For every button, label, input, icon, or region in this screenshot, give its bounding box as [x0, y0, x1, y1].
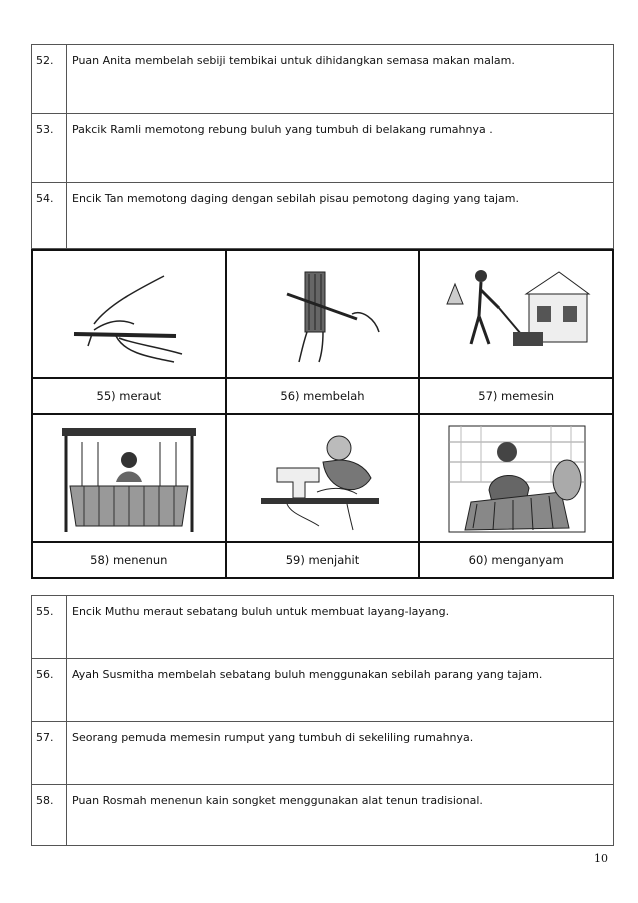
picture-label: 55) meraut [32, 378, 226, 414]
question-text: Encik Muthu meraut sebatang buluh untuk membuat layang-layang. [67, 596, 614, 659]
picture-label: 59) menjahit [226, 542, 420, 578]
question-text: Puan Rosmah menenun kain songket menggunakan alat tenun tradisional. [67, 785, 614, 846]
picture-cell [226, 250, 420, 378]
question-number: 54. [32, 183, 67, 249]
picture-cell [419, 250, 613, 378]
weaving-loom-illustration [54, 422, 204, 534]
question-number: 55. [32, 596, 67, 659]
question-row [32, 659, 614, 722]
picture-label: 56) membelah [226, 378, 420, 414]
question-text: Pakcik Ramli memotong rebung buluh yang tumbuh di belakang rumahnya . [67, 114, 614, 183]
picture-cell [32, 414, 226, 542]
plaiting-mat-illustration [441, 422, 591, 534]
picture-label: 57) memesin [419, 378, 613, 414]
question-row [32, 45, 614, 114]
picture-cell [32, 250, 226, 378]
sewing-machine-illustration [247, 422, 397, 534]
question-row [32, 785, 614, 846]
question-number: 58. [32, 785, 67, 846]
question-text: Ayah Susmitha membelah sebatang buluh menggunakan sebilah parang yang tajam. [67, 659, 614, 722]
splitting-bamboo-illustration [257, 264, 387, 364]
question-number: 52. [32, 45, 67, 114]
question-row [32, 722, 614, 785]
picture-cell [226, 414, 420, 542]
question-text: Encik Tan memotong daging dengan sebilah pisau pemotong daging yang tajam. [67, 183, 614, 249]
question-number: 57. [32, 722, 67, 785]
question-table-top [31, 44, 614, 249]
carving-bamboo-illustration [64, 264, 194, 364]
question-row [32, 114, 614, 183]
picture-label: 58) menenun [32, 542, 226, 578]
question-row [32, 183, 614, 249]
page-number: 10 [594, 852, 608, 865]
question-number: 56. [32, 659, 67, 722]
question-number: 53. [32, 114, 67, 183]
picture-cell [419, 414, 613, 542]
picture-grid [31, 249, 614, 579]
picture-label: 60) menganyam [419, 542, 613, 578]
mowing-lawn-illustration [441, 264, 591, 364]
question-table-bottom [31, 595, 614, 846]
question-row [32, 596, 614, 659]
question-text: Seorang pemuda memesin rumput yang tumbuh di sekeliling rumahnya. [67, 722, 614, 785]
question-text: Puan Anita membelah sebiji tembikai untuk dihidangkan semasa makan malam. [67, 45, 614, 114]
